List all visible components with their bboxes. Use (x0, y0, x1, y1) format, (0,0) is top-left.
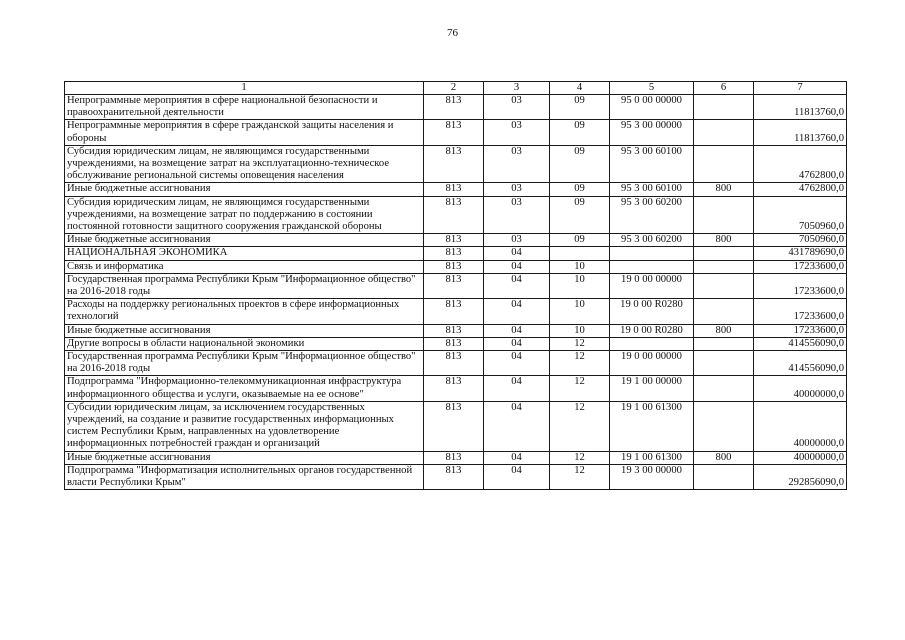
cell-target-code: 19 0 00 R0280 (610, 324, 694, 337)
cell-subsection: 09 (550, 145, 610, 183)
cell-expense-type (694, 299, 754, 324)
table-row (65, 234, 847, 247)
cell-name: Иные бюджетные ассигнования (65, 451, 424, 464)
cell-expense-type (694, 95, 754, 120)
cell-amount: 17233600,0 (754, 324, 847, 337)
cell-subsection: 09 (550, 183, 610, 196)
table-row (65, 120, 847, 145)
cell-subsection: 12 (550, 401, 610, 451)
cell-section: 04 (484, 260, 550, 273)
cell-amount: 7050960,0 (754, 196, 847, 234)
cell-expense-type (694, 260, 754, 273)
table-header-row (65, 82, 847, 95)
cell-subsection: 10 (550, 299, 610, 324)
cell-subsection: 12 (550, 464, 610, 489)
cell-subsection: 12 (550, 351, 610, 376)
table-row (65, 451, 847, 464)
cell-target-code: 19 1 00 61300 (610, 401, 694, 451)
cell-subsection: 12 (550, 376, 610, 401)
table-row (65, 299, 847, 324)
cell-expense-type (694, 196, 754, 234)
table-row (65, 401, 847, 451)
cell-grbs: 813 (424, 273, 484, 298)
cell-amount: 40000000,0 (754, 401, 847, 451)
cell-grbs: 813 (424, 95, 484, 120)
cell-amount: 17233600,0 (754, 260, 847, 273)
cell-expense-type: 800 (694, 451, 754, 464)
cell-grbs: 813 (424, 376, 484, 401)
cell-grbs: 813 (424, 234, 484, 247)
cell-target-code: 95 3 00 60100 (610, 183, 694, 196)
cell-target-code (610, 247, 694, 260)
cell-target-code: 95 3 00 00000 (610, 120, 694, 145)
table-row (65, 95, 847, 120)
cell-amount: 17233600,0 (754, 299, 847, 324)
cell-expense-type: 800 (694, 324, 754, 337)
column-header: 2 (424, 82, 484, 95)
cell-name: Расходы на поддержку региональных проектов в сфере информационных технологий (65, 299, 424, 324)
cell-target-code: 19 3 00 00000 (610, 464, 694, 489)
cell-section: 04 (484, 337, 550, 350)
table-body (65, 95, 847, 490)
cell-amount: 40000000,0 (754, 376, 847, 401)
table-row (65, 247, 847, 260)
cell-expense-type (694, 120, 754, 145)
cell-grbs: 813 (424, 183, 484, 196)
table-row (65, 337, 847, 350)
cell-section: 03 (484, 145, 550, 183)
cell-grbs: 813 (424, 260, 484, 273)
cell-subsection: 09 (550, 95, 610, 120)
cell-amount: 11813760,0 (754, 95, 847, 120)
table-row (65, 196, 847, 234)
cell-target-code: 95 3 00 60200 (610, 234, 694, 247)
cell-name: Иные бюджетные ассигнования (65, 234, 424, 247)
column-header: 3 (484, 82, 550, 95)
cell-grbs: 813 (424, 337, 484, 350)
cell-grbs: 813 (424, 351, 484, 376)
cell-section: 04 (484, 351, 550, 376)
cell-expense-type (694, 464, 754, 489)
cell-section: 04 (484, 376, 550, 401)
cell-section: 04 (484, 451, 550, 464)
cell-expense-type (694, 145, 754, 183)
table-row (65, 464, 847, 489)
cell-section: 04 (484, 401, 550, 451)
cell-section: 03 (484, 95, 550, 120)
cell-grbs: 813 (424, 324, 484, 337)
cell-name: Государственная программа Республики Крым "Информационное общество" на 2016-2018 годы (65, 273, 424, 298)
page-number: 76 (447, 27, 458, 39)
cell-expense-type: 800 (694, 183, 754, 196)
cell-expense-type (694, 337, 754, 350)
cell-amount: 17233600,0 (754, 273, 847, 298)
column-header: 6 (694, 82, 754, 95)
cell-section: 03 (484, 196, 550, 234)
cell-target-code: 95 3 00 60200 (610, 196, 694, 234)
cell-name: НАЦИОНАЛЬНАЯ ЭКОНОМИКА (65, 247, 424, 260)
column-header: 4 (550, 82, 610, 95)
cell-grbs: 813 (424, 401, 484, 451)
cell-grbs: 813 (424, 247, 484, 260)
cell-expense-type (694, 351, 754, 376)
cell-grbs: 813 (424, 196, 484, 234)
cell-amount: 431789690,0 (754, 247, 847, 260)
cell-target-code: 19 0 00 00000 (610, 351, 694, 376)
cell-target-code: 19 1 00 61300 (610, 451, 694, 464)
cell-subsection: 10 (550, 324, 610, 337)
table-row (65, 145, 847, 183)
cell-section: 04 (484, 324, 550, 337)
column-header: 1 (65, 82, 424, 95)
cell-expense-type (694, 247, 754, 260)
cell-expense-type (694, 401, 754, 451)
cell-section: 04 (484, 299, 550, 324)
cell-name: Субсидия юридическим лицам, не являющимся государственными учреждениями, на возмещение затрат на эксплуатационно-техническое обслуживание региональной системы оповещения населения (65, 145, 424, 183)
cell-name: Другие вопросы в области национальной экономики (65, 337, 424, 350)
cell-expense-type (694, 273, 754, 298)
cell-section: 03 (484, 234, 550, 247)
cell-expense-type: 800 (694, 234, 754, 247)
cell-target-code: 95 0 00 00000 (610, 95, 694, 120)
cell-section: 04 (484, 464, 550, 489)
cell-amount: 414556090,0 (754, 351, 847, 376)
cell-subsection: 10 (550, 273, 610, 298)
cell-target-code (610, 260, 694, 273)
cell-subsection: 09 (550, 120, 610, 145)
cell-name: Иные бюджетные ассигнования (65, 183, 424, 196)
table-row (65, 376, 847, 401)
cell-expense-type (694, 376, 754, 401)
cell-target-code: 19 1 00 00000 (610, 376, 694, 401)
cell-target-code: 95 3 00 60100 (610, 145, 694, 183)
cell-subsection (550, 247, 610, 260)
cell-name: Непрограммные мероприятия в сфере национальной безопасности и правоохранительной деятельности (65, 95, 424, 120)
cell-amount: 11813760,0 (754, 120, 847, 145)
cell-amount: 40000000,0 (754, 451, 847, 464)
column-header: 7 (754, 82, 847, 95)
cell-target-code: 19 0 00 R0280 (610, 299, 694, 324)
cell-subsection: 09 (550, 234, 610, 247)
cell-amount: 7050960,0 (754, 234, 847, 247)
cell-grbs: 813 (424, 451, 484, 464)
cell-grbs: 813 (424, 464, 484, 489)
budget-table (64, 81, 847, 490)
cell-subsection: 12 (550, 337, 610, 350)
cell-name: Связь и информатика (65, 260, 424, 273)
cell-grbs: 813 (424, 145, 484, 183)
cell-amount: 4762800,0 (754, 183, 847, 196)
cell-name: Иные бюджетные ассигнования (65, 324, 424, 337)
cell-name: Субсидии юридическим лицам, за исключением государственных учреждений, на создание и развитие государственных информационных систем Республики Крым, направленных на удовлетворение информационных потребностей граждан и организаций (65, 401, 424, 451)
cell-grbs: 813 (424, 120, 484, 145)
cell-amount: 4762800,0 (754, 145, 847, 183)
cell-section: 04 (484, 273, 550, 298)
cell-subsection: 12 (550, 451, 610, 464)
cell-subsection: 09 (550, 196, 610, 234)
cell-section: 03 (484, 120, 550, 145)
cell-grbs: 813 (424, 299, 484, 324)
table-row (65, 183, 847, 196)
table-row (65, 273, 847, 298)
cell-target-code (610, 337, 694, 350)
cell-name: Государственная программа Республики Крым "Информационное общество" на 2016-2018 годы (65, 351, 424, 376)
table-row (65, 351, 847, 376)
table-row (65, 324, 847, 337)
cell-section: 03 (484, 183, 550, 196)
cell-amount: 414556090,0 (754, 337, 847, 350)
cell-amount: 292856090,0 (754, 464, 847, 489)
cell-name: Подпрограмма "Информатизация исполнительных органов государственной власти Республики Крым" (65, 464, 424, 489)
cell-name: Непрограммные мероприятия в сфере гражданской защиты населения и обороны (65, 120, 424, 145)
cell-subsection: 10 (550, 260, 610, 273)
cell-target-code: 19 0 00 00000 (610, 273, 694, 298)
column-header: 5 (610, 82, 694, 95)
table-row (65, 260, 847, 273)
cell-name: Подпрограмма "Информационно-телекоммуникационная инфраструктура информационного общества и услуги, оказываемые на ее основе" (65, 376, 424, 401)
cell-section: 04 (484, 247, 550, 260)
cell-name: Субсидия юридическим лицам, не являющимся государственными учреждениями, на возмещение затрат по поддержанию в состоянии постоянной готовности защитного сооружения гражданской обороны (65, 196, 424, 234)
